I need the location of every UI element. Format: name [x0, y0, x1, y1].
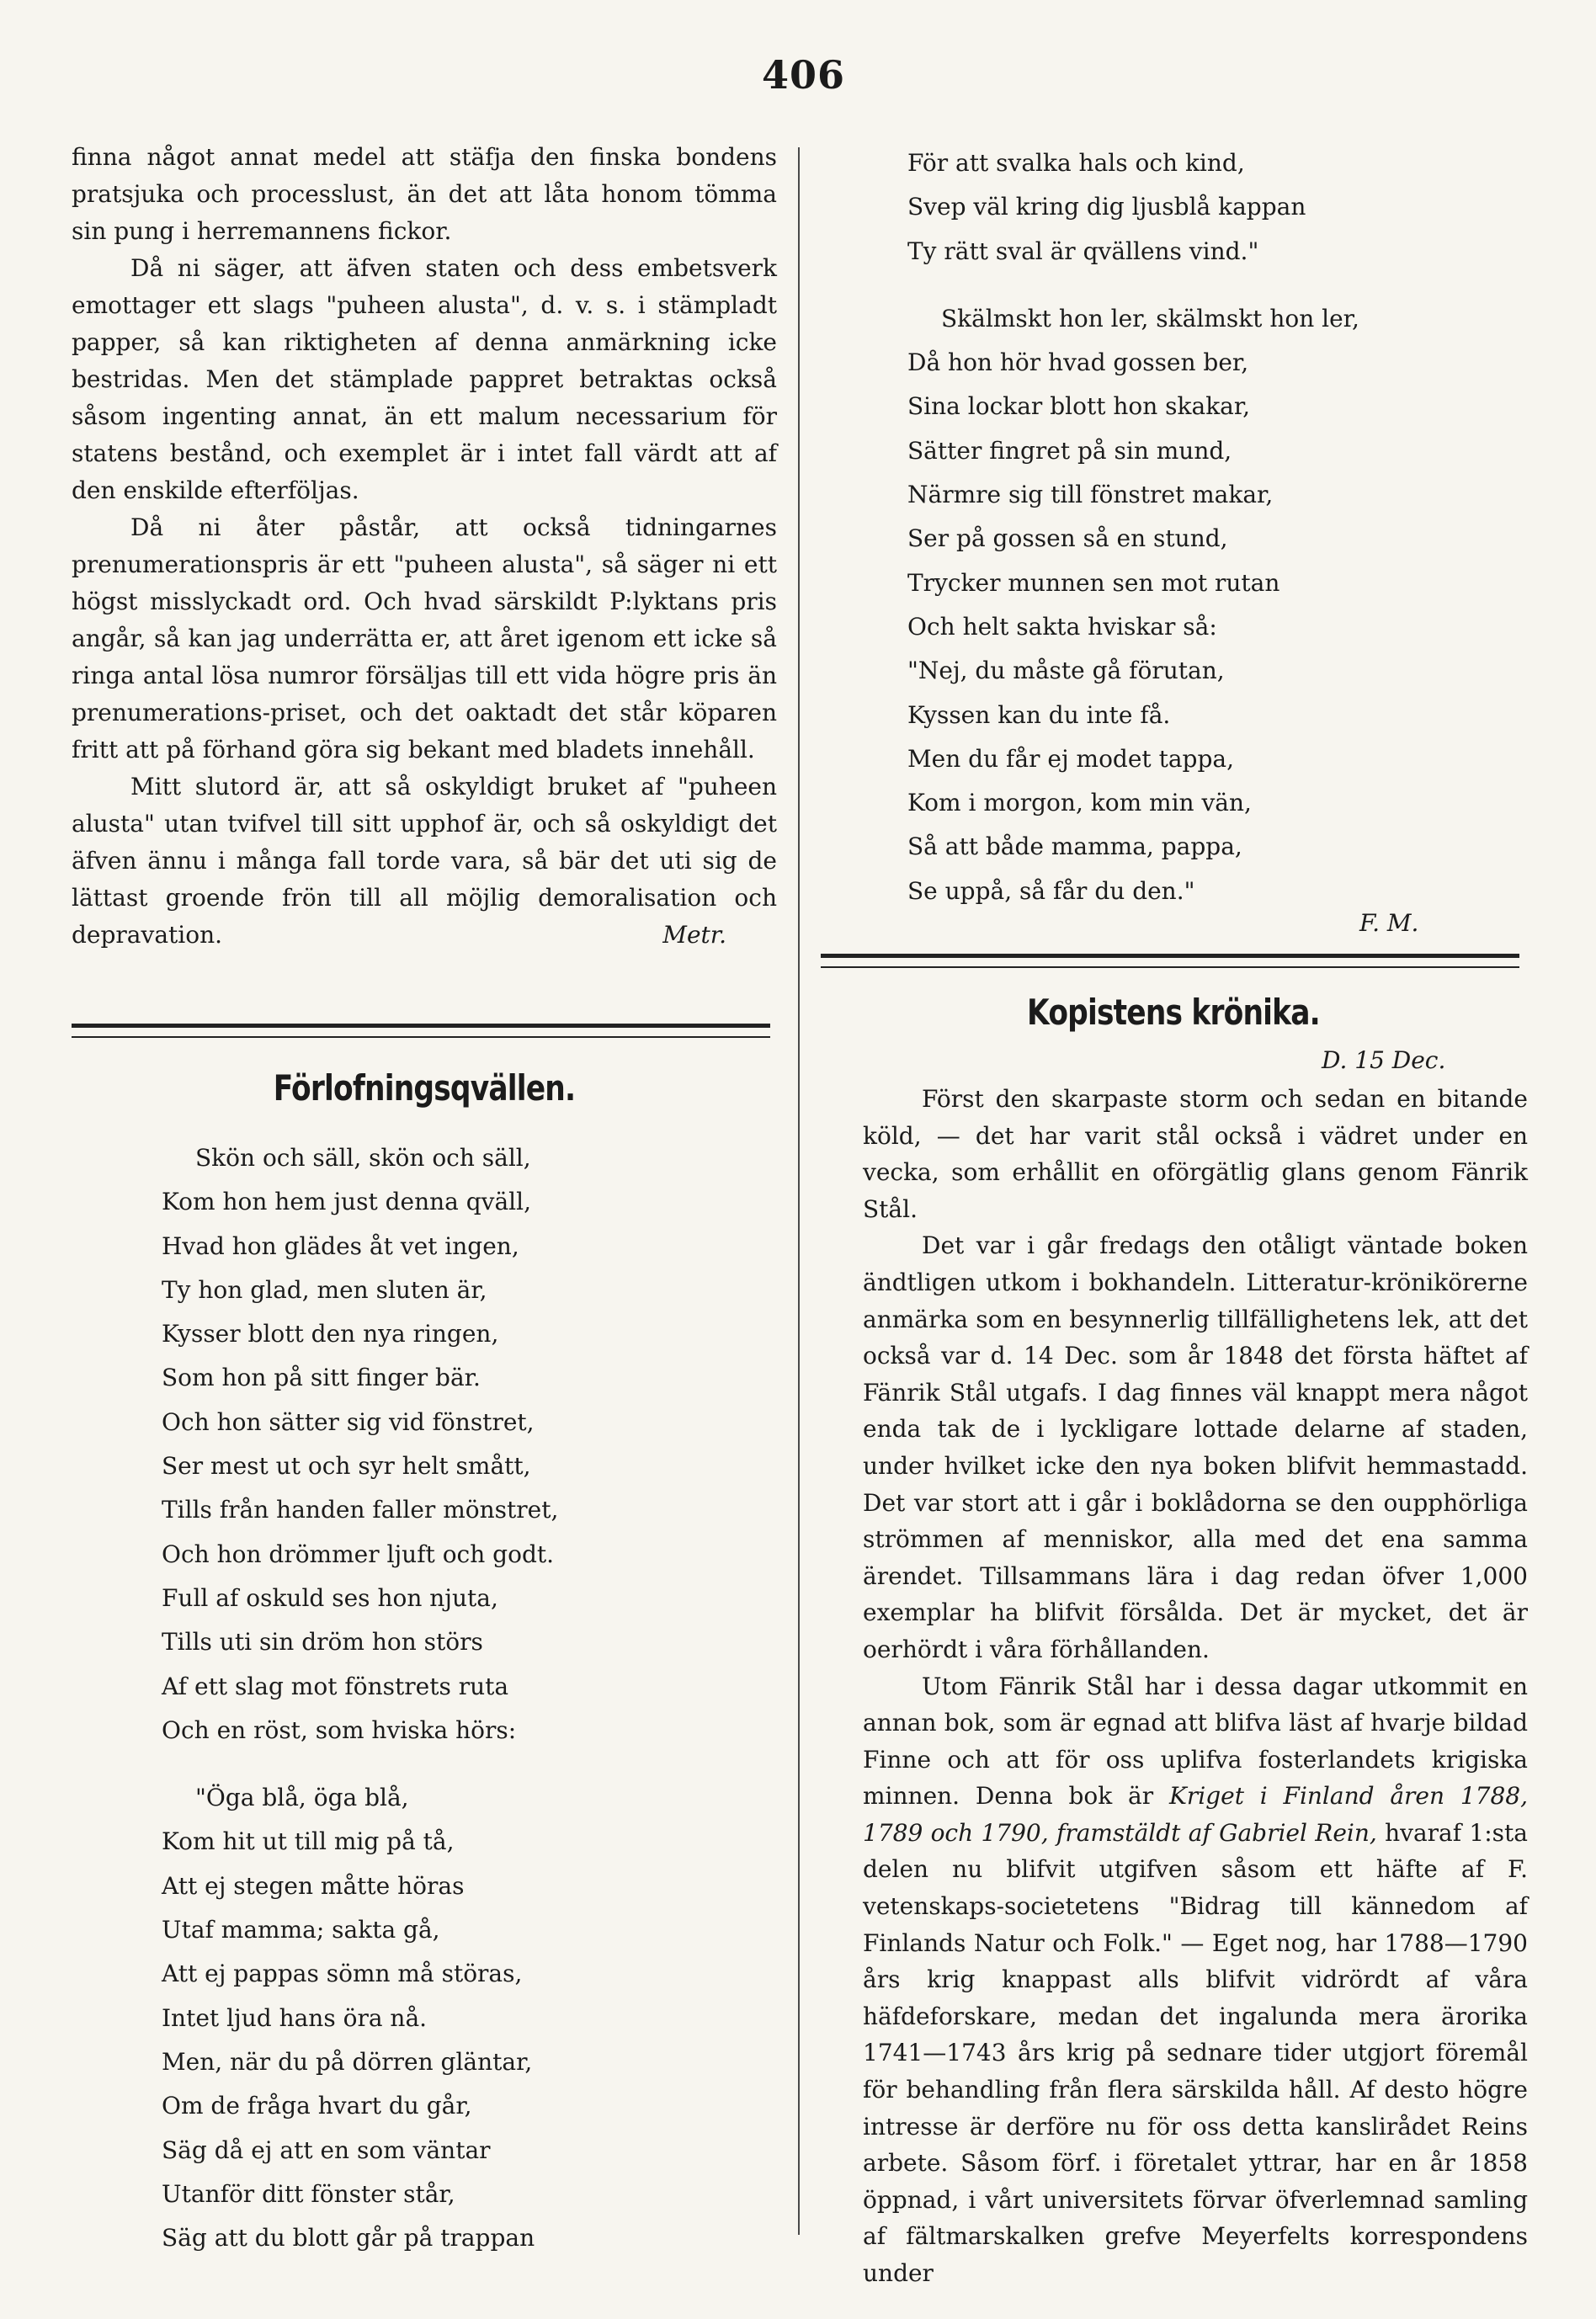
- poem-line: Att ej pappas sömn må störas,: [162, 1960, 523, 1988]
- poem-line: Tills från handen faller mönstret,: [162, 1496, 559, 1524]
- poem-line: Kom hit ut till mig på tå,: [162, 1827, 455, 1856]
- poem-line: Hvad hon glädes åt vet ingen,: [162, 1231, 519, 1260]
- poem-line: Trycker munnen sen mot rutan: [907, 568, 1280, 597]
- poem-continued: [907, 141, 1359, 913]
- poem-line: Kyssen kan du inte få.: [907, 700, 1171, 729]
- poem-line: Sina lockar blott hon skakar,: [907, 392, 1251, 421]
- poem-line: Ser på gossen så en stund,: [907, 524, 1228, 553]
- poem-line: Utaf mamma; sakta gå,: [162, 1916, 440, 1944]
- poem-line: Och en röst, som hviska hörs:: [162, 1715, 517, 1744]
- paragraph: Först den skarpaste storm och sedan en bitande köld, — det har varit stål också i vädret under en vecka, som erhållit en oförgätlig glans genom Fänrik Stål.: [863, 1085, 1528, 1223]
- poem-line: Om de fråga hvart du går,: [162, 2092, 472, 2120]
- paragraph: Då ni åter påstår, att också tidningarnes prenumerationspris är ett "puheen alusta", så säger ni ett högst misslyckadt ord. Och hvad särskildt P:lyktans pris angår, så kan jag underrätta er, att året igenom ett icke så ringa antal lösa numror försäljas till ett vida högre pris än prenumerations-priset, och det oaktadt det står köparen fritt att på förhand göra sig bekant med bladets innehåll.: [72, 513, 777, 763]
- poem-line: Och hon sätter sig vid fönstret,: [162, 1407, 535, 1436]
- poem-line: Ser mest ut och syr helt smått,: [162, 1452, 531, 1481]
- poem-line: Närmre sig till fönstret makar,: [907, 481, 1274, 509]
- poem-line: Af ett slag mot fönstrets ruta: [162, 1672, 509, 1700]
- paragraph: finna något annat medel att stäfja den finska bondens pratsjuka och processlust, än det att låta honom tömma sin pung i herremannens fickor.: [72, 143, 777, 245]
- column-divider: [798, 147, 800, 2235]
- page-number: 406: [762, 52, 846, 98]
- paragraph-text: Mitt slutord är, att så oskyldigt bruket af "puheen alusta" utan tvifvel till sitt upphof är, och så oskyldigt det äfven ännu i många fall torde vara, så bär det uti sig de lättast groende frön till all möjlig demoralisation och depravation.: [72, 773, 777, 949]
- section-rule: [821, 954, 1519, 968]
- paragraph: Då ni säger, att äfven staten och dess embetsverk emottager ett slags "puheen alusta", d. v. s. i stämpladt papper, så kan riktigheten af denna anmärkning icke bestridas. Men det stämplade pappret betraktas också såsom ingenting annat, än ett malum necessarium för statens bestånd, och exemplet är i intet fall värdt att af den enskilde efterföljas.: [72, 254, 777, 504]
- poem-line: Men du får ej modet tappa,: [907, 744, 1234, 773]
- poem-line: Då hon hör hvad gossen ber,: [907, 348, 1249, 377]
- poem-line: Säg då ej att en som väntar: [162, 2136, 491, 2164]
- poem: [162, 1136, 558, 2260]
- poem-line: "Nej, du måste gå förutan,: [907, 657, 1225, 685]
- dateline: D. 15 Dec.: [1322, 1046, 1446, 1074]
- paragraph: [863, 1668, 1528, 2292]
- left-column: [72, 139, 777, 954]
- paragraph: [72, 769, 777, 954]
- poem-line: Utanför ditt fönster står,: [162, 2179, 455, 2208]
- poem-line: Kysser blott den nya ringen,: [162, 1320, 499, 1348]
- section-rule: [72, 1024, 770, 1038]
- poem-line: Tills uti sin dröm hon störs: [162, 1628, 483, 1657]
- poem-line: Men, när du på dörren gläntar,: [162, 2047, 533, 2076]
- poem-line: Ty hon glad, men sluten är,: [162, 1275, 487, 1304]
- poem-line: Och helt sakta hviskar så:: [907, 612, 1217, 641]
- poem-line: Kom i morgon, kom min vän,: [907, 789, 1252, 817]
- paragraph-text: Utom Fänrik Stål har i dessa dagar utkommit en annan bok, som är egnad att blifva läst af hvarje bildad Finne och att för oss uplifva fosterlandets krigiska minnen. Denna bok är: [863, 1672, 1528, 1811]
- poem-line: Att ej stegen måtte höras: [162, 1871, 465, 1900]
- article-title: Kopistens krönika.: [1027, 992, 1320, 1033]
- poem-line: Svep väl kring dig ljusblå kappan: [907, 193, 1306, 221]
- poem-signature: F. M.: [1359, 909, 1419, 937]
- poem-line: Skön och säll, skön och säll,: [195, 1144, 531, 1172]
- poem-line: Ty rätt sval är qvällens vind.": [907, 237, 1259, 265]
- poem-line: Full af oskuld ses hon njuta,: [162, 1583, 498, 1612]
- poem-line: Säg att du blott går på trappan: [162, 2224, 535, 2253]
- poem-line: Intet ljud hans öra nå.: [162, 2003, 428, 2032]
- book-title: Kriget i Finland åren 1788, 1789 och 1790, framstäldt af Gabriel Rein,: [863, 1782, 1528, 1847]
- poem-line: Skälmskt hon ler, skälmskt hon ler,: [941, 304, 1359, 332]
- poem-line: Se uppå, så får du den.": [907, 876, 1195, 905]
- poem-line: Som hon på sitt finger bär.: [162, 1364, 481, 1392]
- paragraph-text: hvaraf 1:sta delen nu blifvit utgifven såsom ett häfte af F. vetenskaps-societetens "Bidrag till kännedom af Finlands Natur och Folk." — Eget nog, har 1788—1790 års krig knappast alls blifvit vidrördt af våra häfdeforskare, medan det ingalunda mera ärorika 1741—1743 års krig på sednare tider utgjort föremål för behandling från flera särskilda håll. Af desto högre intresse är derföre nu för oss detta kanslirådet Reins arbete. Såsom förf. i företalet yttrar, har en år 1858 öppnad, i vårt universitets förvar öfverlemnad samling af fältmarskalken grefve Meyerfelts korrespondens under: [863, 1818, 1528, 2287]
- poem-line: "Öga blå, öga blå,: [195, 1784, 409, 1812]
- poem-title: Förlofningsqvällen.: [273, 1067, 576, 1109]
- poem-line: För att svalka hals och kind,: [907, 149, 1245, 177]
- stanza-gap: [162, 1753, 558, 1776]
- article-body: [863, 1081, 1528, 2292]
- poem-line: Och hon drömmer ljuft och godt.: [162, 1540, 555, 1568]
- poem-line: Sätter fingret på sin mund,: [907, 436, 1232, 465]
- paragraph: Det var i går fredags den otåligt väntade boken ändtligen utkom i bokhandeln. Litteratur-krönikörerne anmärka som en besynnerlig tillfällighetens lek, att det också var d. 14 Dec. som år 1848 det första häftet af Fänrik Stål utgafs. I dag finnes väl knappt mera något enda tak de i lyckligare lottade delarne af staden, under hvilket icke den nya boken blifvit hemmastadd. Det var stort att i går i boklådorna se den oupphörliga strömmen af menniskor, alla med det ena samma ärendet. Tillsammans lära i dag redan öfver 1,000 exemplar ha blifvit försålda. Det är mycket, det är oerhördt i våra förhållanden.: [863, 1231, 1528, 1663]
- poem-line: Kom hon hem just denna qväll,: [162, 1188, 531, 1216]
- signature: Metr.: [662, 921, 726, 949]
- poem-line: Så att både mamma, pappa,: [907, 832, 1242, 861]
- stanza-gap: [907, 274, 1359, 297]
